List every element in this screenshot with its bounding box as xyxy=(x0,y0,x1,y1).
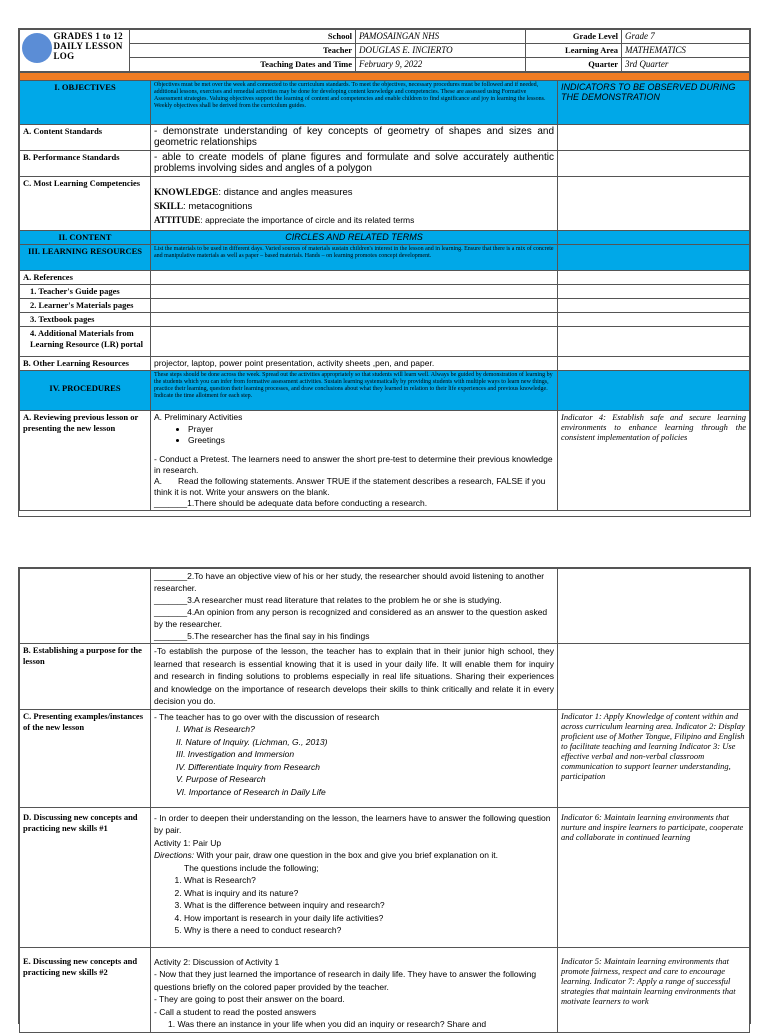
review-indicator: Indicator 4: Establish safe and secure learning environments to enhance learning through the consistent implementation of policies xyxy=(558,411,750,511)
content-label: II. CONTENT xyxy=(20,231,151,245)
activity-2-title: Activity 2: Discussion of Activity 1 xyxy=(154,956,280,967)
question-3: _______3.A researcher must read literature that relates to the problem he or she is studying. xyxy=(154,595,502,605)
references-label: A. References xyxy=(20,271,151,285)
instruction-text: Read the following statements. Answer TRUE if the statement describes a research, FALSE if you think it is not. Write your answers on the blank. xyxy=(154,476,546,497)
research-topics xyxy=(154,723,554,798)
continued-indicator xyxy=(558,569,750,644)
resources-label: III. LEARNING RESOURCES xyxy=(20,245,151,271)
list-item: VI. Importance of Research in Daily Life xyxy=(176,786,326,797)
question-5: _______5.The researcher has the final say in his findings xyxy=(154,631,370,641)
discussing1-text xyxy=(151,807,558,947)
question-4: _______4.An opinion from any person is recognized and considered as an answer to the question asked by the researcher. xyxy=(154,607,548,629)
dll-body-table-continued xyxy=(19,568,750,1033)
knowledge-line xyxy=(154,186,554,200)
pair-questions xyxy=(154,874,554,937)
lm-label: 2. Learner's Materials pages xyxy=(20,299,151,313)
discussing2-line4: 1. Was there an instance in your life when you did an inquiry or research? Share and xyxy=(168,1019,487,1029)
area-value: MATHEMATICS xyxy=(622,44,750,58)
content-text: CIRCLES AND RELATED TERMS xyxy=(151,231,558,245)
skill-text: : metacognitions xyxy=(183,201,253,212)
list-item: II. Nature of Inquiry. (Lichman, G., 2013) xyxy=(176,736,328,747)
question-2: _______2.To have an objective view of his or her study, the researcher should avoid listening to another researcher. xyxy=(154,571,545,593)
instruction-line xyxy=(154,476,554,498)
list-item: • Prayer xyxy=(188,424,554,435)
list-item: 4. How important is research in your daily life activities? xyxy=(184,912,554,925)
attitude-line xyxy=(154,214,554,227)
list-item: III. Investigation and Immersion xyxy=(176,749,295,759)
competencies-indicator xyxy=(558,177,750,231)
activity-1-title: Activity 1: Pair Up xyxy=(154,837,222,848)
logo-cell xyxy=(20,30,42,72)
instruction-letter: A. xyxy=(154,476,163,486)
discussing1-label: D. Discussing new concepts and practicing new skills #1 xyxy=(20,807,151,947)
attitude-text: : appreciate the importance of circle and its related terms xyxy=(200,215,415,225)
procedures-note: These steps should be done across the week. Spread out the activities appropriately so that students will learn well. Always be guided by demonstration of learning by the students which you can infer from formative assessment activities. Sustain learning systematically by providing students with multiple ways to learn new things, practice their learning, question their learning processes, and draw conclusions about what they learned in relation to their life experiences and previous knowledge. Indicate the time allotment for each step. xyxy=(151,371,558,411)
presenting-indicator: Indicator 1: Apply Knowledge of content within and across curriculum learning area. Indicator 2: Display proficient use of Mother Tongue, Filipino and English to facilitate teaching and learning Indicator 3: Use effective verbal and non-verbal classroom communication to support learner understanding, participation xyxy=(558,709,750,807)
list-item: 5. Why is there a need to conduct research? xyxy=(184,924,554,937)
dll-body-table xyxy=(19,72,750,511)
questions-intro: The questions include the following; xyxy=(184,862,319,873)
grade-value: Grade 7 xyxy=(622,30,750,44)
teacher-label: Teacher xyxy=(130,44,356,58)
school-value: PAMOSAINGAN NHS xyxy=(356,30,526,44)
textbook-label: 3. Textbook pages xyxy=(20,313,151,327)
continued-questions xyxy=(151,569,558,644)
discussing2-line3: - Call a student to read the posted answers xyxy=(154,1006,317,1017)
purpose-label: B. Establishing a purpose for the lesson xyxy=(20,644,151,710)
presenting-label: C. Presenting examples/instances of the new lesson xyxy=(20,709,151,807)
content-standards-label: A. Content Standards xyxy=(20,125,151,151)
discussing2-line2: - They are going to post their answer on the board. xyxy=(154,994,345,1004)
objectives-label: I. OBJECTIVES xyxy=(20,81,151,125)
other-resources-label: B. Other Learning Resources xyxy=(20,357,151,371)
dates-value: February 9, 2022 xyxy=(356,58,526,72)
presenting-intro: - The teacher has to go over with the discussion of research xyxy=(154,711,380,722)
dates-label: Teaching Dates and Time xyxy=(130,58,356,72)
indicators-title: INDICATORS TO BE OBSERVED DURING THE DEMONSTRATION xyxy=(558,81,750,125)
objectives-note: Objectives must be met over the week and connected to the curriculum standards. To meet the objectives, necessary procedures must be followed and if needed, additional lessons, exercises and remedial activities may be done for developing content knowledge and competencies. These are assessed using Formative Assessment strategies. Valuing objectives support the learning of content and competencies and enable children to find significance and joy in learning the lessons. Weekly objectives shall be derived from the curriculum guides. xyxy=(151,81,558,125)
school-label: School xyxy=(130,30,356,44)
dll-header-table xyxy=(19,29,750,72)
content-indicator xyxy=(558,231,750,245)
teacher-value: DOUGLAS E. INCIERTO xyxy=(356,44,526,58)
list-item: 3. What is the difference between inquiry and research? xyxy=(184,899,554,912)
prelim-activities: A. Preliminary Activities xyxy=(154,412,243,422)
pretest-text: - Conduct a Pretest. The learners need to answer the short pre-test to determine their previous knowledge in research. xyxy=(154,454,553,475)
content-standards-indicator xyxy=(558,125,750,151)
performance-standards-label: B. Performance Standards xyxy=(20,151,151,177)
orange-bar xyxy=(20,73,750,81)
dll-title-line1: GRADES 1 to 12 xyxy=(53,31,123,41)
knowledge-label: KNOWLEDGE xyxy=(154,188,219,198)
purpose-indicator xyxy=(558,644,750,710)
dll-title xyxy=(42,30,130,72)
content-standards-text: - demonstrate understanding of key concepts of geometry of shapes and sizes and geometric relationships xyxy=(151,125,558,151)
list-item: • Greetings xyxy=(188,435,554,446)
dll-title-line2: DAILY LESSON xyxy=(53,41,123,51)
resources-indicator xyxy=(558,245,750,271)
list-item: V. Purpose of Research xyxy=(176,774,266,784)
performance-standards-indicator xyxy=(558,151,750,177)
other-resources-text: projector, laptop, power point presentation, activity sheets ,pen, and paper. xyxy=(151,357,558,371)
knowledge-text: : distance and angles measures xyxy=(218,187,353,198)
dll-page-1 xyxy=(18,28,751,517)
question-1: _______1.There should be adequate data before conducting a research. xyxy=(154,498,428,508)
list-item: IV. Differentiate Inquiry from Research xyxy=(176,761,320,772)
continued-label-cell xyxy=(20,569,151,644)
purpose-text: -To establish the purpose of the lesson, the teacher has to explain that in their junior high school, they learned that research is essential knowing that it is used in your daily life. It will enable them for inquiry and research in finding solutions to problems especially in real life situations. Sharing their experiences and knowledge on the importance of research develops their skills to think critically and relate it in every decision you do. xyxy=(151,644,558,710)
quarter-label: Quarter xyxy=(526,58,622,72)
additional-label: 4. Additional Materials from Learning Resource (LR) portal xyxy=(20,327,151,357)
directions-text: With your pair, draw one question in the box and give you brief explanation on it. xyxy=(194,850,498,860)
discussing2-text xyxy=(151,947,558,1032)
procedures-label: IV. PROCEDURES xyxy=(20,371,151,411)
competencies-text xyxy=(151,177,558,231)
tg-label: 1. Teacher's Guide pages xyxy=(20,285,151,299)
presenting-text xyxy=(151,709,558,807)
area-label: Learning Area xyxy=(526,44,622,58)
directions-label: Directions: xyxy=(154,850,195,860)
discussing2-line1: - Now that they just learned the importance of research in daily life. They have to answer the following questions briefly on the colored paper provided by the teacher. xyxy=(154,969,537,992)
directions-line xyxy=(154,849,554,862)
discussing2-indicator: Indicator 5: Maintain learning environments that promote fairness, respect and care to encourage learning. Indicator 7: Apply a range of successful strategies that maintain learning environments that motivate learners to work xyxy=(558,947,750,1032)
skill-label: SKILL xyxy=(154,202,184,212)
discussing1-indicator: Indicator 6: Maintain learning environments that nurture and inspire learners to participate, cooperate and collaborate in continued learning xyxy=(558,807,750,947)
review-label: A. Reviewing previous lesson or presenting the new lesson xyxy=(20,411,151,511)
performance-standards-text: - able to create models of plane figures and formulate and solve accurately authentic problems involving sides and angles of a polygon xyxy=(151,151,558,177)
list-item: I. What is Research? xyxy=(176,724,255,734)
list-item: 2. What is inquiry and its nature? xyxy=(184,887,554,900)
procedures-indicator xyxy=(558,371,750,411)
prelim-list xyxy=(154,424,554,446)
dll-title-line3: LOG xyxy=(53,51,75,61)
competencies-label: C. Most Learning Competencies xyxy=(20,177,151,231)
quarter-value: 3rd Quarter xyxy=(622,58,750,72)
resources-note: List the materials to be used in different days. Varied sources of materials sustain children's interest in the lesson and in learning. Ensure that there is a mix of concrete and manipulative materials as well as paper – based materials. Hands – on learning promotes concept development. xyxy=(151,245,558,271)
list-item: 1. What is Research? xyxy=(184,874,554,887)
skill-line xyxy=(154,200,554,214)
dll-page-2 xyxy=(18,567,751,1029)
grade-label: Grade Level xyxy=(526,30,622,44)
review-text xyxy=(151,411,558,511)
discussing1-intro: - In order to deepen their understanding on the lesson, the learners have to answer the following question by pair. xyxy=(154,812,551,835)
discussing2-label: E. Discussing new concepts and practicing new skills #2 xyxy=(20,947,151,1032)
attitude-label: ATTITUDE xyxy=(154,215,201,225)
